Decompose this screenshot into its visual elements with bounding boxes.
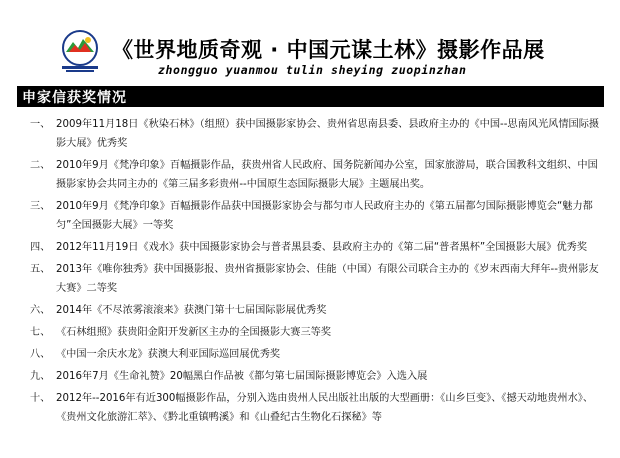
award-number: 七、 (30, 327, 51, 338)
award-item (30, 115, 600, 153)
award-number: 十、 (30, 393, 51, 404)
award-number: 四、 (30, 242, 51, 253)
award-number: 九、 (30, 371, 51, 382)
award-text: 2012年--2016年有近300幅摄影作品，分别入选由贵州人民出版社出版的大型画册：《山乡巨变》、《撼天动地贵州水》、《贵州文化旅游汇萃》、《黔北重镇鸭溪》和《山叠纪古生物化石探秘》等 (56, 393, 594, 423)
award-text: 2014年《不尽浓雾滚滚来》获澳门第十七届国际影展优秀奖 (56, 305, 327, 316)
award-text: 2009年11月18日《秋染石林》（组照）获中国摄影家协会、贵州省思南县委、县政府主办的《中国--思南风光风情国际摄影大展》优秀奖 (56, 119, 600, 149)
award-text: 2013年《唯你独秀》获中国摄影报、贵州省摄影家协会、佳能（中国）有限公司联合主办的《岁末西南大拜年--贵州影友大赛》二等奖 (56, 264, 599, 294)
page-subtitle: zhongguo yuanmou tulin sheying zuopinzhan (158, 63, 467, 77)
award-number: 三、 (30, 201, 51, 212)
award-item (30, 323, 600, 342)
section-label: 申家信获奖情况 (22, 90, 127, 106)
award-text: 2012年11月19日《戏水》获中国摄影家协会与普者黑县委、县政府主办的《第二届“普者黑杯”全国摄影大展》优秀奖 (56, 242, 588, 253)
award-number: 一、 (30, 119, 51, 130)
award-item (30, 345, 600, 364)
award-number: 六、 (30, 305, 51, 316)
award-item (30, 197, 600, 235)
award-item (30, 301, 600, 320)
award-item (30, 156, 600, 194)
award-text: 2016年7月《生命礼赞》20幅黑白作品被《都匀第七届国际摄影博览会》入选入展 (56, 371, 428, 382)
award-number: 五、 (30, 264, 51, 275)
award-text: 2010年9月《梵净印象》百幅摄影作品，获贵州省人民政府、国务院新闻办公室，国家旅游局，联合国教科文组织、中国摄影家协会共同主办的《第三届多彩贵州--中国原生态国际摄影大展》主题展出奖。 (56, 160, 598, 190)
award-text: 《中国一余庆水龙》获澳大利亚国际巡回展优秀奖 (56, 349, 281, 360)
award-text: 《石林组照》获贵阳金阳开发新区主办的全国摄影大赛三等奖 (56, 327, 332, 338)
award-item (30, 389, 600, 427)
award-number: 二、 (30, 160, 51, 171)
page-title: 《世界地质奇观 · 中国元谋土林》摄影作品展 (112, 38, 545, 62)
awards-list (30, 115, 600, 430)
section-banner (17, 86, 604, 107)
award-number: 八、 (30, 349, 51, 360)
exhibition-logo-icon (57, 28, 103, 74)
award-text: 2010年9月《梵净印象》百幅摄影作品获中国摄影家协会与都匀市人民政府主办的《第五届都匀国际摄影博览会“魅力都匀”全国摄影大展》一等奖 (56, 201, 593, 231)
award-item (30, 260, 600, 298)
award-item (30, 238, 600, 257)
award-item (30, 367, 600, 386)
